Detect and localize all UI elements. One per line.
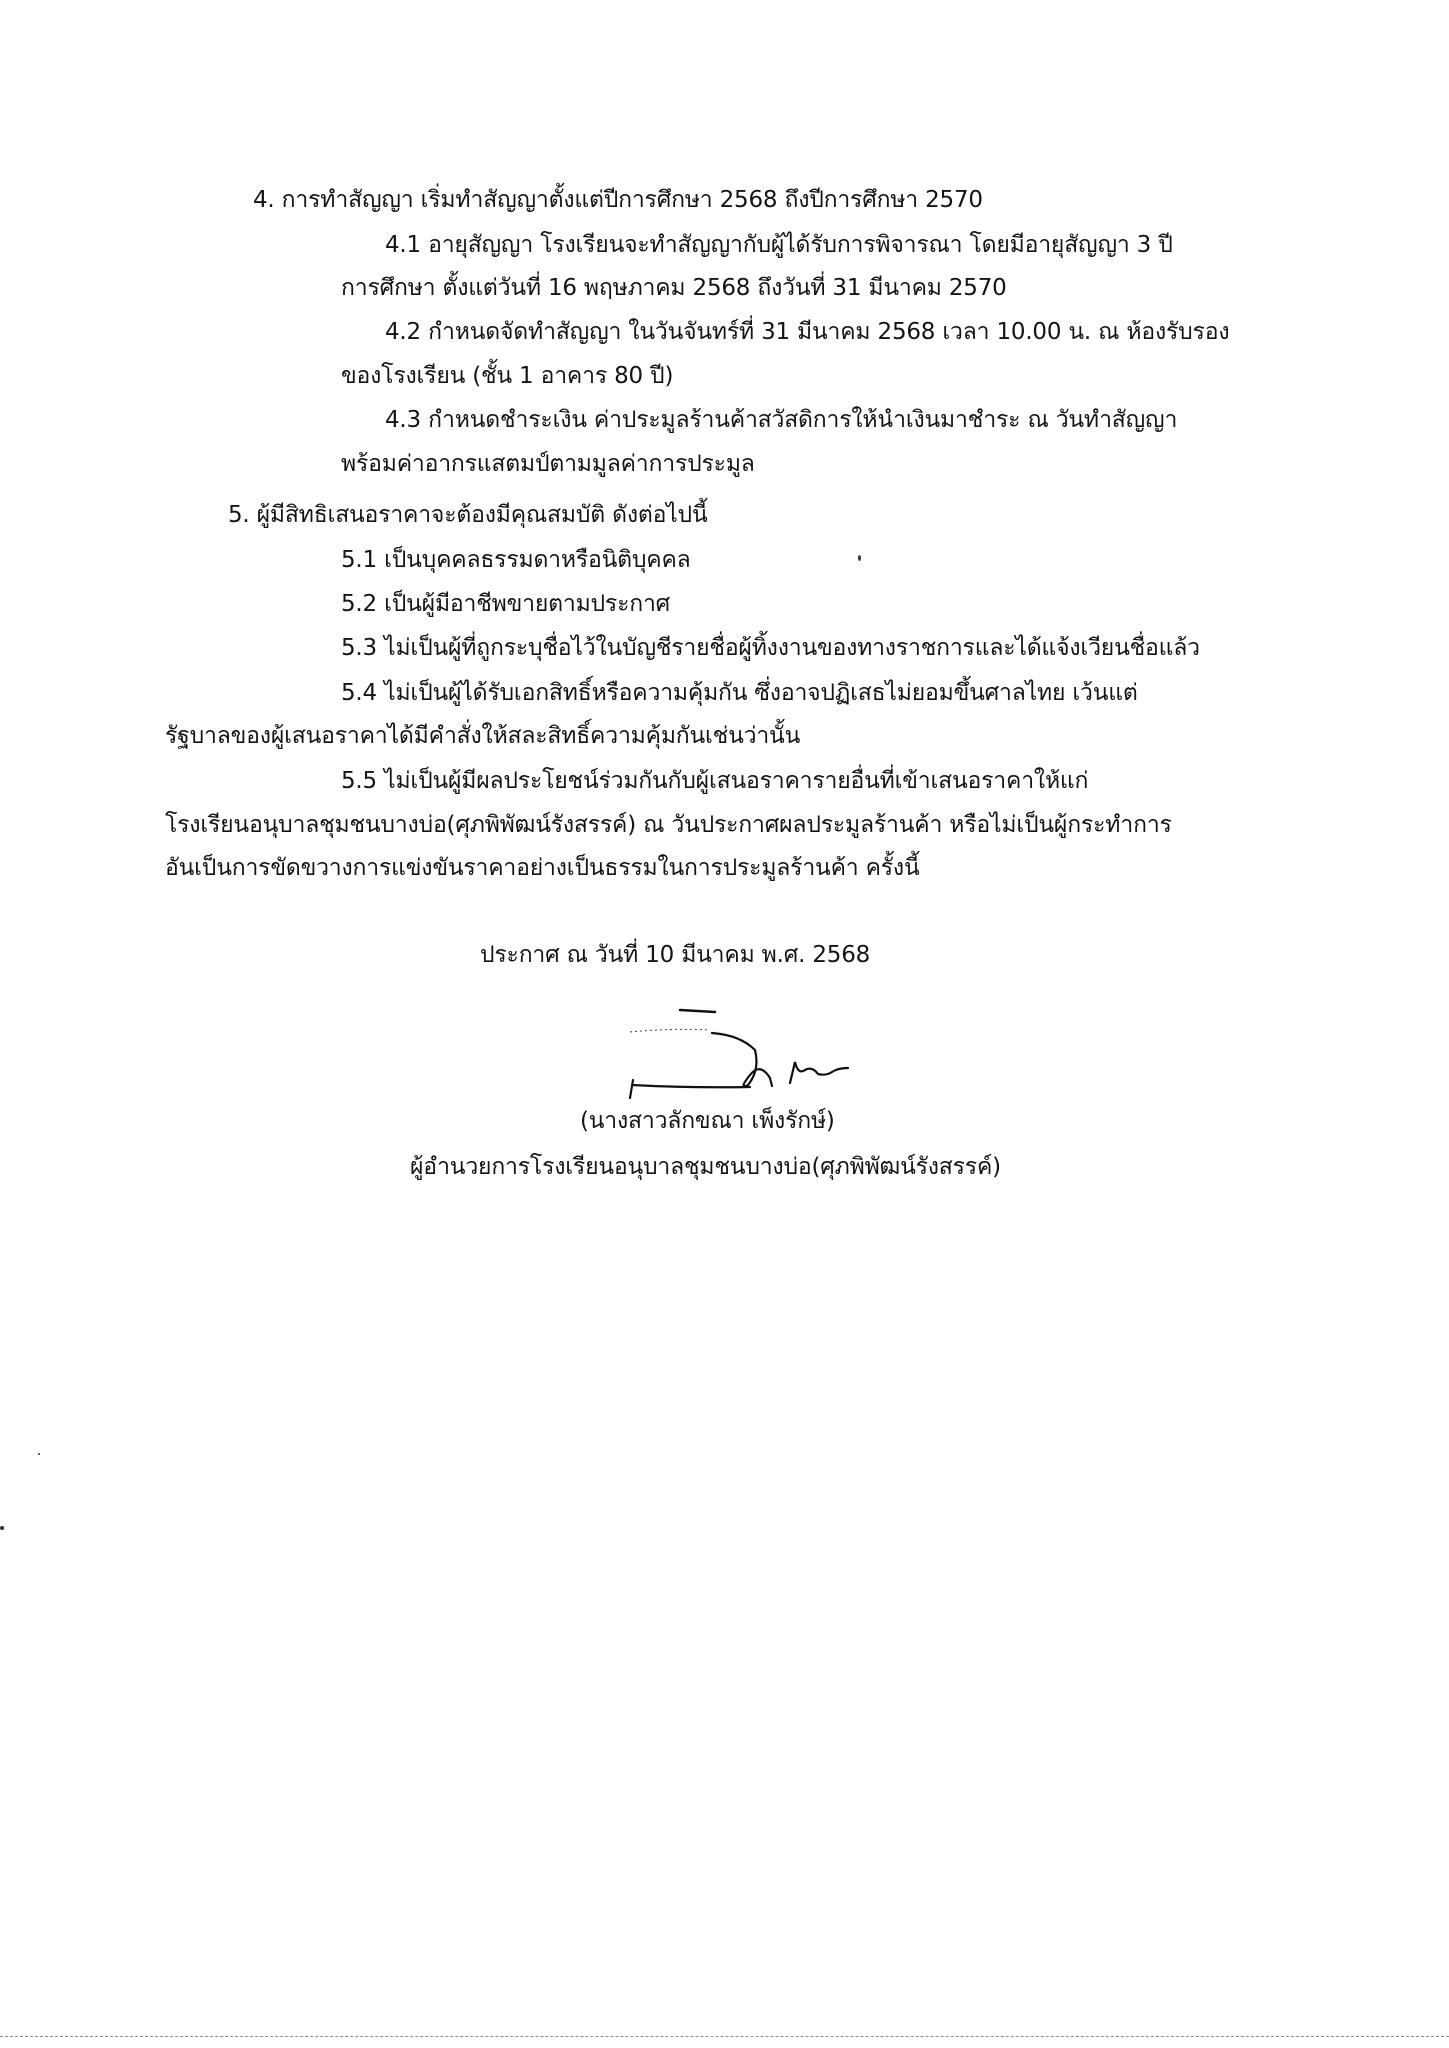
scan-speck	[0, 1526, 4, 1530]
section-5-4-line-2: รัฐบาลของผู้เสนอราคาได้มีคำสั่งให้สละสิทธิ์ความคุ้มกันเช่นว่านั้น	[165, 723, 801, 749]
section-5-2: 5.2 เป็นผู้มีอาชีพขายตามประกาศ	[341, 591, 671, 617]
section-5-5-line-2: โรงเรียนอนุบาลชุมชนบางบ่อ(ศุภพิพัฒน์รังสรรค์) ณ วันประกาศผลประมูลร้านค้า หรือไม่เป็นผู้กระทำการ	[165, 812, 1172, 838]
section-4-3-line-1: 4.3 กำหนดชำระเงิน ค่าประมูลร้านค้าสวัสดิการให้นำเงินมาชำระ ณ วันทำสัญญา	[385, 407, 1178, 433]
section-4-1-line-2: การศึกษา ตั้งแต่วันที่ 16 พฤษภาคม 2568 ถึงวันที่ 31 มีนาคม 2570	[341, 275, 1007, 301]
scan-speck	[858, 555, 861, 561]
scan-edge-rule	[0, 2036, 1449, 2037]
section-4-2-line-1: 4.2 กำหนดจัดทำสัญญา ในวันจันทร์ที่ 31 มีนาคม 2568 เวลา 10.00 น. ณ ห้องรับรอง	[385, 319, 1230, 345]
signature-mark	[600, 1000, 900, 1110]
section-5-1: 5.1 เป็นบุคคลธรรมดาหรือนิติบุคคล	[341, 547, 691, 573]
section-5-5-line-3: อันเป็นการขัดขวางการแข่งขันราคาอย่างเป็นธรรมในการประมูลร้านค้า ครั้งนี้	[165, 855, 920, 881]
scan-speck	[38, 1453, 40, 1455]
signatory-position: ผู้อำนวยการโรงเรียนอนุบาลชุมชนบางบ่อ(ศุภพิพัฒน์รังสรรค์)	[410, 1154, 1001, 1180]
section-5-3: 5.3 ไม่เป็นผู้ที่ถูกระบุชื่อไว้ในบัญชีรายชื่อผู้ทิ้งงานของทางราชการและได้แจ้งเวียนชื่อแล้ว	[341, 635, 1200, 661]
section-4-3-line-2: พร้อมค่าอากรแสตมป์ตามมูลค่าการประมูล	[341, 451, 755, 477]
section-5-4-line-1: 5.4 ไม่เป็นผู้ได้รับเอกสิทธิ์หรือความคุ้มกัน ซึ่งอาจปฏิเสธไม่ยอมขึ้นศาลไทย เว้นแต่	[341, 680, 1138, 706]
section-4-heading: 4. การทำสัญญา เริ่มทำสัญญาตั้งแต่ปีการศึกษา 2568 ถึงปีการศึกษา 2570	[253, 187, 983, 213]
announcement-date: ประกาศ ณ วันที่ 10 มีนาคม พ.ศ. 2568	[480, 942, 871, 968]
section-5-5-line-1: 5.5 ไม่เป็นผู้มีผลประโยชน์ร่วมกันกับผู้เสนอราคารายอื่นที่เข้าเสนอราคาให้แก่	[341, 768, 1089, 794]
section-4-2-line-2: ของโรงเรียน (ชั้น 1 อาคาร 80 ปี)	[341, 363, 674, 389]
section-5-heading: 5. ผู้มีสิทธิเสนอราคาจะต้องมีคุณสมบัติ ดังต่อไปนี้	[228, 502, 708, 528]
signatory-name: (นางสาวลักขณา เพ็งรักษ์)	[580, 1108, 835, 1134]
section-4-1-line-1: 4.1 อายุสัญญา โรงเรียนจะทำสัญญากับผู้ได้รับการพิจารณา โดยมีอายุสัญญา 3 ปี	[385, 232, 1173, 258]
